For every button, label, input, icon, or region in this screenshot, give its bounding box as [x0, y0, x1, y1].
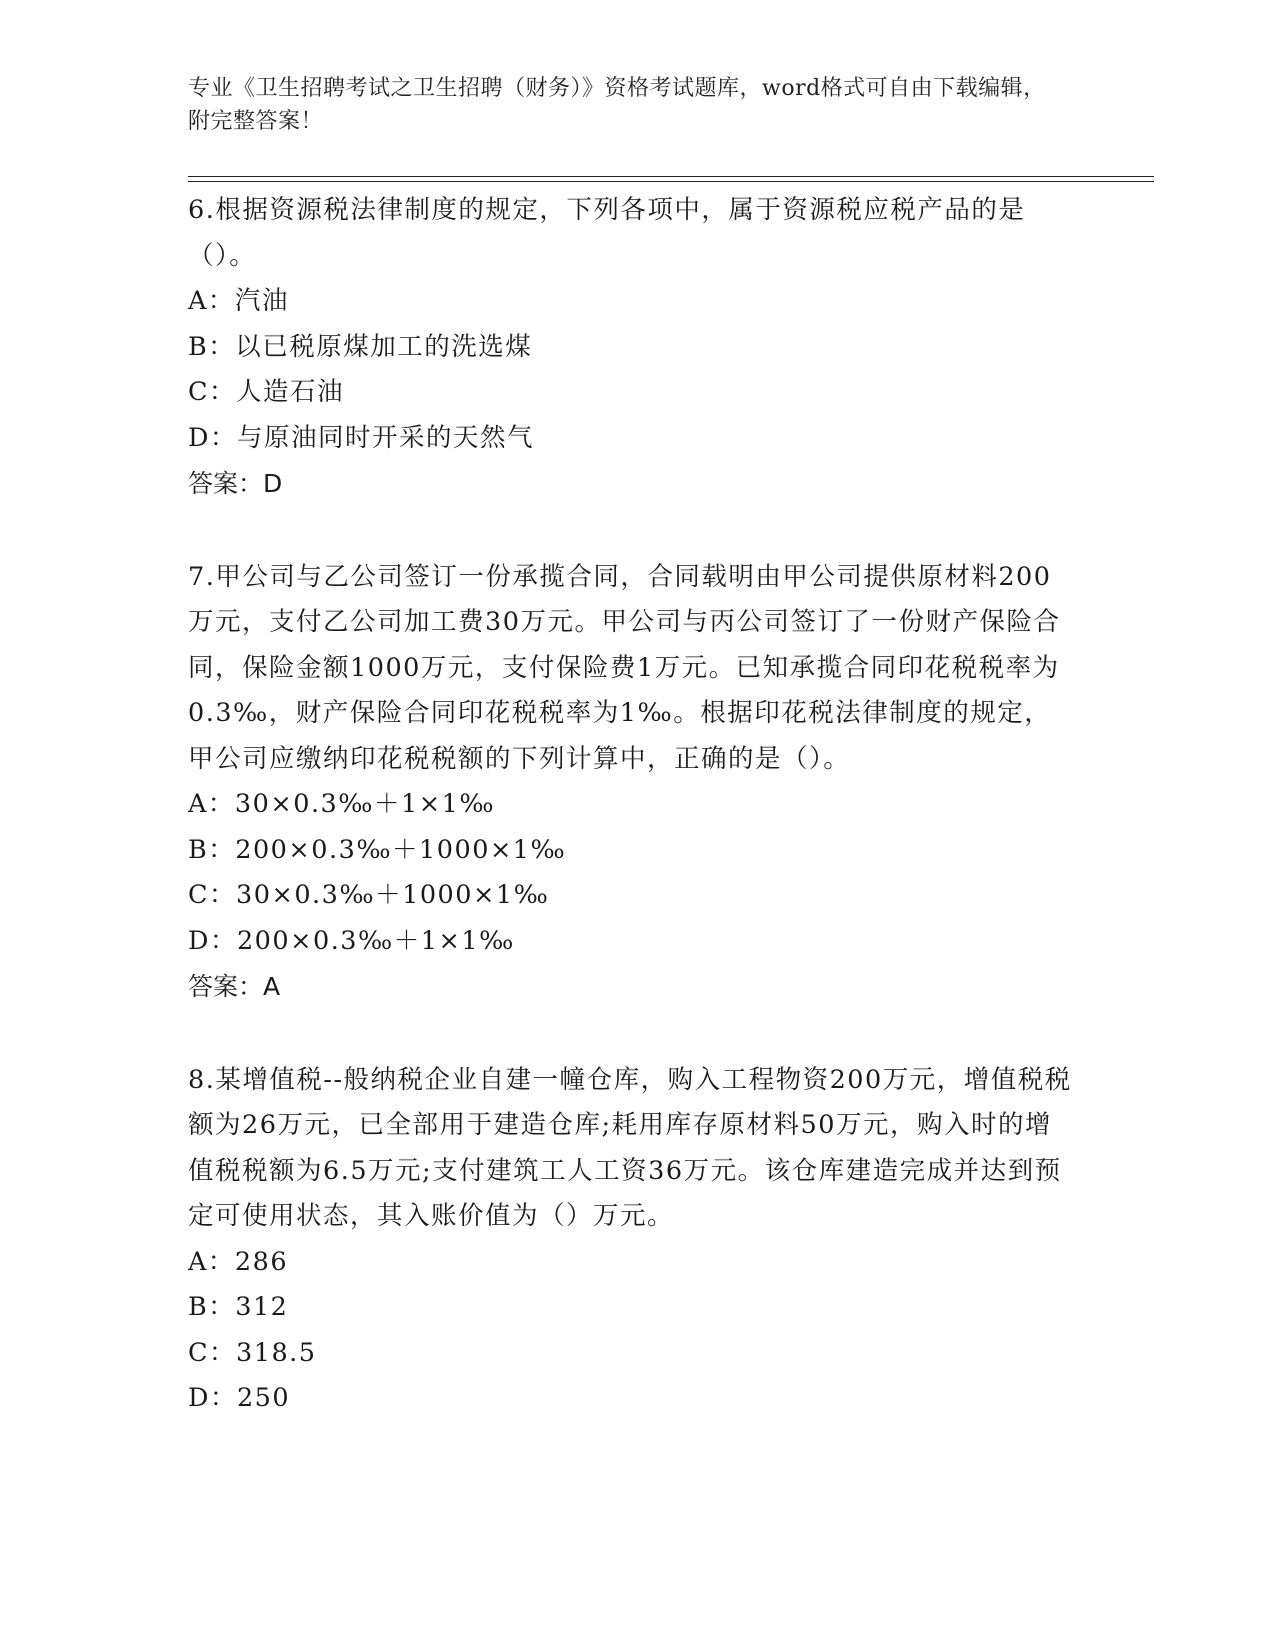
option-d: D：200×0.3‰＋1×1‰ — [188, 925, 515, 956]
option-a: A：汽油 — [188, 286, 289, 316]
answer-label: 答案：A — [188, 972, 281, 1001]
option-c: C：30×0.3‰＋1000×1‰ — [188, 880, 550, 910]
document-header: 专业《卫生招聘考试之卫生招聘（财务）》资格考试题库，word格式可自由下载编辑，附完整答案！ — [188, 76, 1046, 134]
question-stem: 6.根据资源税法律制度的规定，下列各项中，属于资源税应税产品的是（）。 — [188, 195, 1026, 271]
header-rule-top — [188, 176, 1154, 177]
option-b: B：200×0.3‰＋1000×1‰ — [188, 834, 567, 865]
option-a: A：30×0.3‰＋1×1‰ — [188, 789, 496, 819]
option-b: B：以已税原煤加工的洗选煤 — [188, 331, 533, 362]
option-b: B：312 — [188, 1292, 289, 1322]
header-rule-bottom — [188, 181, 1154, 182]
option-a: A：286 — [188, 1246, 289, 1277]
question-6 — [188, 188, 1078, 507]
option-d: D：与原油同时开采的天然气 — [188, 422, 534, 453]
question-stem: 8.某增值税--般纳税企业自建一幢仓库，购入工程物资200万元，增值税税额为26万元，已全部用于建造仓库;耗用库存原材料50万元，购入时的增值税税额为6.5万元;支付建筑工人工资36万元。该仓库建造完成并达到预定可使用状态，其入账价值为（）万元。 — [188, 1064, 1072, 1231]
answer-label: 答案：D — [188, 469, 283, 498]
option-c: C：人造石油 — [188, 377, 345, 407]
question-7 — [188, 555, 1078, 1010]
option-c: C：318.5 — [188, 1337, 317, 1368]
option-d: D：250 — [188, 1383, 291, 1413]
question-8 — [188, 1058, 1078, 1422]
question-stem: 7.甲公司与乙公司签订一份承揽合同，合同载明由甲公司提供原材料200万元，支付乙公司加工费30万元。甲公司与丙公司签订了一份财产保险合同，保险金额1000万元，支付保险费1万元。已知承揽合同印花税税率为0.3‰，财产保险合同印花税税率为1‰。根据印花税法律制度的规定，甲公司应缴纳印花税税额的下列计算中，正确的是（）。 — [188, 561, 1061, 774]
question-list — [188, 188, 1078, 1470]
